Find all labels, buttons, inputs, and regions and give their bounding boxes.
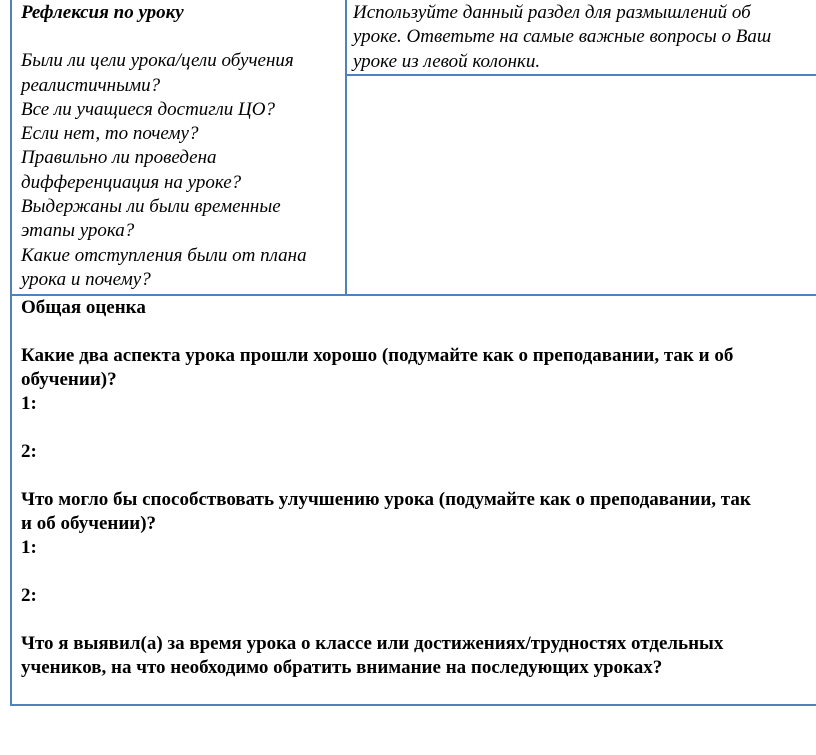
question-line: Какие отступления были от плана [21,244,307,266]
instruction-line: уроке. Ответьте на самые важные вопросы о Ваш [353,26,772,48]
blank-line [21,464,816,488]
summary-question-line: Что могло бы способствовать улучшению урока (подумайте как о преподавании, так [21,489,751,510]
question-line: реалистичными? [21,74,161,96]
summary-question-line: и об обучении)? [21,513,157,534]
reflection-questions-text [21,1,343,292]
summary-question-line: Что я выявил(а) за время урока о классе или достижениях/трудностях отдельных [21,633,724,654]
instruction-line: Используйте данный раздел для размышлений об [353,2,751,23]
blank-line [21,608,816,632]
reflection-instruction-text [353,1,816,74]
blank-line [21,25,343,49]
instruction-line: уроке из левой колонки. [353,50,541,72]
question-line: Выдержаны ли были временные [21,196,281,218]
summary-question-line: Какие два аспекта урока прошли хорошо (подумайте как о преподавании, так и об [21,345,734,366]
summary-cell [10,294,816,706]
reflection-questions-cell [10,0,347,294]
summary-question-line: учеников, на что необходимо обратить внимание на последующих уроках? [21,657,663,678]
blank-line [21,320,816,344]
summary-question-line: обучении)? [21,369,117,390]
answer-label: 1: [21,537,37,558]
answer-label: 2: [21,441,37,462]
question-line: дифференциация на уроке? [21,171,242,193]
reflection-instruction-cell [347,0,816,76]
reflection-heading: Рефлексия по уроку [21,2,184,23]
question-line: Были ли цели урока/цели обучения [21,50,294,72]
question-line: урока и почему? [21,268,151,290]
question-line: Все ли учащиеся достигли ЦО? [21,98,275,120]
blank-line [21,560,816,584]
question-line: Правильно ли проведена [21,147,217,169]
answer-label: 1: [21,393,37,414]
blank-line [21,416,816,440]
answer-label: 2: [21,585,37,606]
reflection-answer-cell[interactable] [347,76,816,294]
question-line: Если нет, то почему? [21,123,199,145]
summary-heading: Общая оценка [21,297,146,318]
question-line: этапы урока? [21,220,135,242]
summary-text [21,296,816,680]
